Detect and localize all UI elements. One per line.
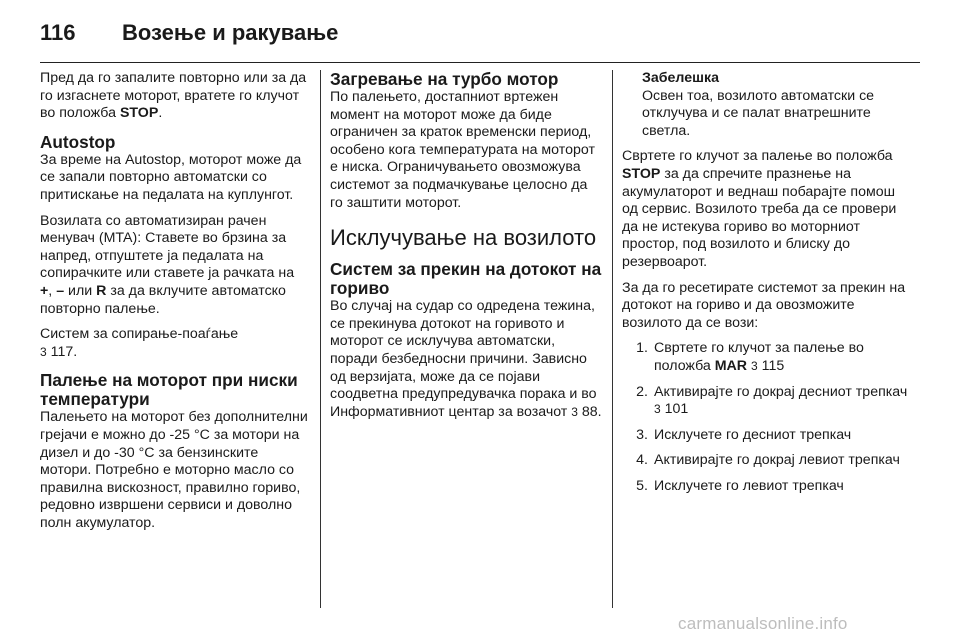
brake-system-reference: Систем за сопирање-поаѓање 3 117. [40, 326, 239, 360]
turn-signal-page-link[interactable]: 101 [664, 401, 689, 418]
page-number: 116 [40, 20, 76, 45]
list-item: 3. Исклучете го десниот трепкач [636, 426, 852, 443]
column-separator-1 [320, 70, 321, 608]
note-title: Забелешка [642, 70, 719, 86]
turbo-paragraph: По палењето, достапниот вртежен момент на моторот може да биде ограничен за краток временски период, особено кога температурата на моторот е ниска. Ограничувањето овозможува системот за подмачкување целосно да го заштити моторот. [330, 89, 595, 211]
note-text: Освен тоа, возилото автоматски се отклучува и се палат внатрешните светла. [642, 87, 875, 139]
list-item: 2. Активирајте го докрај десниот трепкач 3 101 [636, 383, 908, 418]
fuel-cutoff-heading: Систем за прекин на дотокот на гориво [330, 259, 602, 299]
autostop-paragraph: За време на Autostop, моторот може да се запали повторно автоматски со притискање на педалата на куплунгот. [40, 151, 302, 203]
list-item: 1. Свртете го клучот за палење во положба MAR 3 115 [636, 340, 864, 374]
note-box [622, 70, 912, 140]
reset-intro-paragraph: За да го ресетирате системот за прекин на дотокот на гориво и да овозможите возилото да се вози: [622, 279, 906, 331]
reference-arrow-icon: 3 [751, 358, 758, 373]
list-item: 5. Исклучете го левиот трепкач [636, 477, 844, 494]
reference-arrow-icon: 3 [40, 344, 47, 359]
cold-start-heading: Палење на моторот при ниски температури [40, 370, 298, 410]
mta-paragraph: Возилата со автоматизиран рачен менувач (MTA): Ставете во брзина за напред, отпуштете ја педалата на сопирачките или ставете ја рачката на +, – или R за да вклучите автоматско повторно палење. [40, 212, 295, 317]
list-item: 4. Активирајте го докрај левиот трепкач [636, 452, 900, 469]
page-header [40, 14, 338, 52]
key-stop-paragraph: Свртете го клучот за палење во положба STOP за да спречите празнење на акумулаторот и веднаш побарајте помош од сервис. Возилото треба да се провери да не истекува гориво во моторниот простор, под возилото и блиску до резервоарот. [622, 148, 897, 270]
intro-paragraph: Пред да го запалите повторно или за да го изгаснете моторот, вратете го клучот во положба STOP. [40, 70, 307, 122]
minus-symbol: – [56, 282, 65, 299]
plus-symbol: + [40, 282, 49, 299]
column-2 [330, 70, 602, 429]
reverse-symbol: R [96, 282, 107, 299]
cold-start-paragraph: Палењето на моторот без дополнителни грејачи е можно до -25 °C за мотори на дизел и до -30 °C за бензинските мотори. Потребно е моторно масло со правилна вискозност, правилно гориво, редовно извршени сервиси и доволно полн акумулатор. [40, 409, 308, 531]
column-1 [40, 70, 308, 540]
ignition-page-link[interactable]: 115 [761, 357, 785, 374]
reset-steps-list [622, 340, 912, 495]
header-rule [40, 62, 920, 63]
watermark: carmanualsonline.info [678, 614, 848, 633]
turning-off-heading: Исклучување на возилото [330, 225, 597, 251]
reference-arrow-icon: 3 [571, 404, 578, 419]
turbo-heading: Загревање на турбо мотор [330, 69, 559, 89]
reference-arrow-icon: 3 [654, 402, 661, 417]
brake-page-link[interactable]: 117. [50, 343, 78, 360]
mar-label: MAR [714, 357, 748, 374]
column-separator-2 [612, 70, 613, 608]
column-3 [622, 70, 912, 503]
driver-info-page-link[interactable]: 88. [581, 403, 602, 420]
page-title: Возење и ракување [122, 20, 339, 45]
autostop-heading: Autostop [40, 131, 116, 152]
stop-label: STOP [622, 165, 661, 182]
fuel-cutoff-paragraph: Во случај на судар со одредена тежина, се прекинува дотокот на горивото и моторот се исклучува автоматски, поради безбедносни причини. Зависно од верзијата, може да се појави соодветна предупредувачка порака и во Информативниот центар за возачот 3 88. [330, 298, 602, 420]
stop-label: STOP [119, 105, 159, 122]
